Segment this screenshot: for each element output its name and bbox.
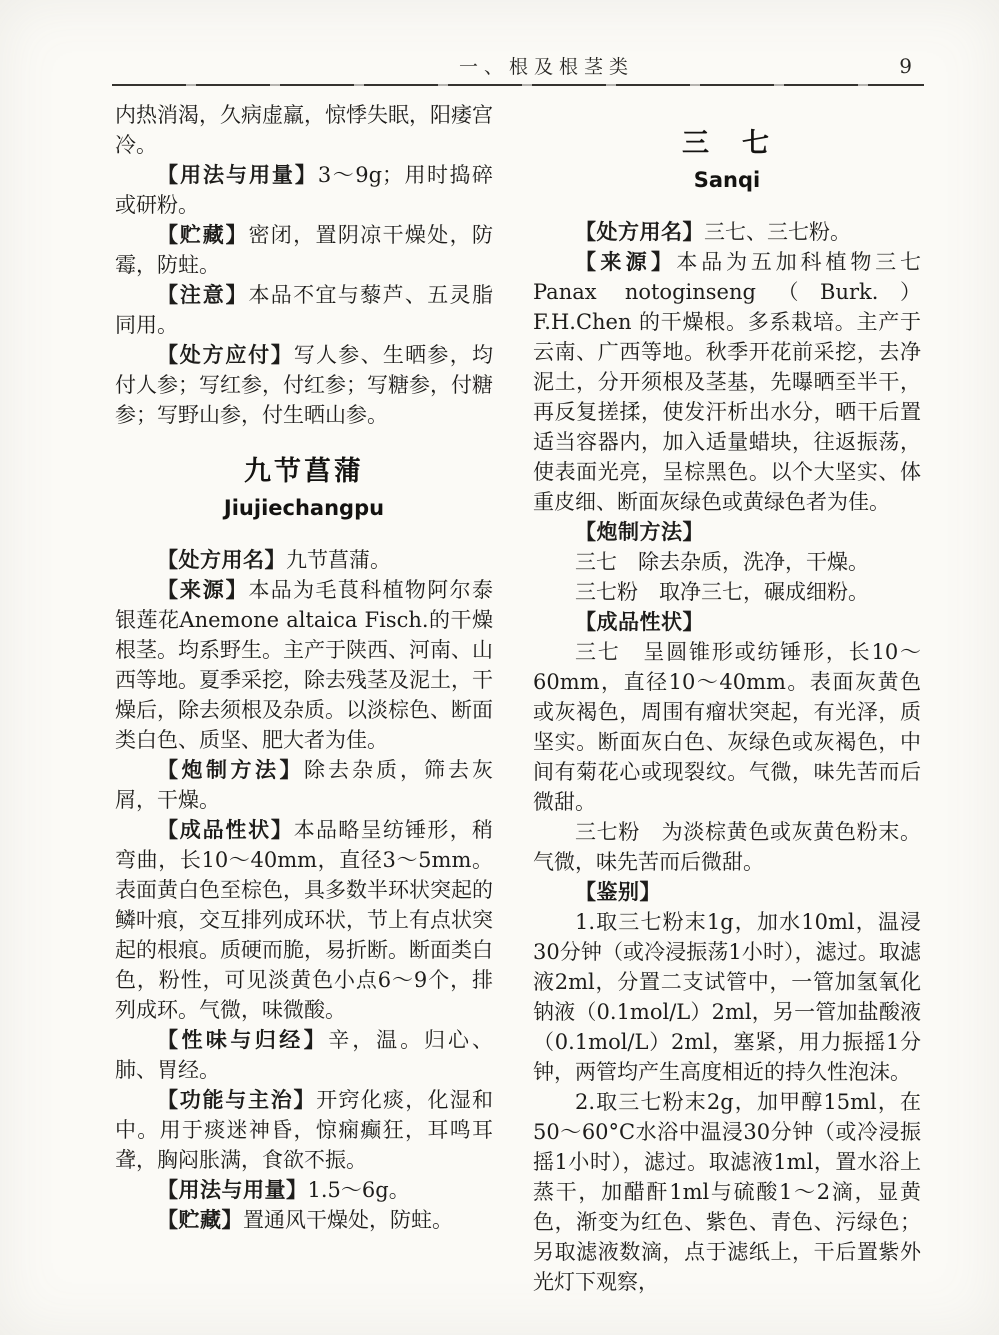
- paragraph-dispensing: [115, 340, 493, 430]
- section-label: 【炮制方法】: [157, 758, 304, 782]
- paragraph-usage-dosage: [115, 1175, 493, 1205]
- section-text: 三七 除去杂质，洗净，干燥。: [575, 550, 869, 574]
- section-text: 三七、三七粉。: [704, 220, 851, 244]
- paragraph-properties-heading: [533, 607, 921, 637]
- entry-heading-sanqi: [533, 128, 921, 193]
- section-text: 本品为五加科植物三七Panax notoginseng（Burk.）F.H.Chen 的干燥根。多系栽培。主产于云南、广西等地。秋季开花前采挖，去净泥土，分开须根及茎基，先曝晒至半干，再反复搓揉，使发汗析出水分，晒干后置适当容器内，加入适量蜡块，往返振荡，使表面光亮，呈棕黑色。以个大坚实、体重皮细、断面灰绿色或黄绿色者为佳。: [533, 250, 922, 514]
- section-label: 【用法与用量】: [157, 1178, 308, 1202]
- paragraph-properties-sanqi-powder: [533, 817, 921, 877]
- section-label: 【注意】: [157, 283, 249, 307]
- paragraph-continuation: [115, 100, 493, 160]
- section-text: 三七粉 取净三七，碾成细粉。: [575, 580, 869, 604]
- entry-title-pinyin: Jiujiechangpu: [223, 496, 385, 520]
- entry-title-pinyin: Sanqi: [693, 168, 761, 192]
- section-text: 三七 呈圆锥形或纺锤形，长10～60mm，直径10～40mm。表面灰黄色或灰褐色，周围有瘤状突起，有光泽，质坚实。断面灰白色、灰绿色或灰褐色，中间有菊花心或现裂纹。气微，味先苦而后微甜。: [533, 640, 921, 814]
- section-text: 1.取三七粉末1g，加水10ml，温浸30分钟（或冷浸振荡1小时），滤过。取滤液2ml，分置二支试管中，一管加氢氧化钠液（0.1mol/L）2ml，另一管加盐酸液（0.1mol/L）2ml，塞紧，用力振摇1分钟，两管均产生高度相近的持久性泡沫。: [533, 910, 921, 1084]
- section-text: 辛，温。归心、肺、胃经。: [115, 1028, 494, 1082]
- chapter-header: 一、根及根茎类: [458, 56, 634, 78]
- section-text: 3～9g；用时捣碎或研粉。: [115, 163, 494, 217]
- paragraph-functions: [115, 1085, 493, 1175]
- paragraph-prescription-name: [533, 217, 921, 247]
- paragraph-processing: [115, 755, 493, 815]
- paragraph-identification-test-2: [533, 1087, 921, 1297]
- section-text: 本品为毛茛科植物阿尔泰银莲花Anemone altaica Fisch.的干燥根茎。均系野生。主产于陕西、河南、山西等地。夏季采挖，除去残茎及泥土，干燥后，除去须根及杂质。以淡棕色、断面类白色、质坚、肥大者为佳。: [115, 578, 494, 752]
- paragraph-source: [533, 247, 921, 517]
- section-text: 写人参、生晒参，均付人参；写红参，付红参；写糖参，付糖参；写野山参，付生晒山参。: [115, 343, 494, 427]
- paragraph-caution: [115, 280, 493, 340]
- section-label: 【功能与主治】: [157, 1088, 317, 1112]
- entry-title-zh: 九节菖蒲: [244, 456, 364, 487]
- paragraph-identification-heading: [533, 877, 921, 907]
- left-column: [115, 100, 493, 1235]
- paragraph-properties-sanqi: [533, 637, 921, 817]
- section-label: 【来源】: [157, 578, 249, 602]
- paragraph-source: [115, 575, 493, 755]
- section-text: 除去杂质，筛去灰屑，干燥。: [115, 758, 493, 812]
- section-text: 本品不宜与藜芦、五灵脂同用。: [115, 283, 494, 337]
- paragraph-processing-heading: [533, 517, 921, 547]
- section-label: 【性味与归经】: [157, 1028, 329, 1052]
- section-text: 本品略呈纺锤形，稍弯曲，长10～40mm，直径3～5mm。表面黄白色至棕色，具多数半环状突起的鳞叶痕，交互排列成环状，节上有点状突起的根痕。质硬而脆，易折断。断面类白色，粉性，可见淡黄色小点6～9个，排列成环。气微，味微酸。: [115, 818, 494, 1022]
- paragraph-storage: [115, 220, 493, 280]
- paragraph-nature-meridian: [115, 1025, 493, 1085]
- section-label: 【贮藏】: [157, 223, 249, 247]
- section-label: 【贮藏】: [157, 1208, 243, 1232]
- page-number: 9: [899, 54, 912, 78]
- paragraph-usage-dosage: [115, 160, 493, 220]
- section-text: 开窍化痰，化湿和中。用于痰迷神昏，惊痫癫狂，耳鸣耳聋，胸闷胀满，食欲不振。: [115, 1088, 493, 1172]
- section-label: 【来源】: [575, 250, 677, 274]
- section-text: 1.5～6g。: [307, 1178, 410, 1202]
- section-label: 【炮制方法】: [575, 520, 704, 544]
- section-label: 【处方应付】: [157, 343, 294, 367]
- entry-title-zh: 三 七: [682, 128, 772, 159]
- section-text: 三七粉 为淡棕黄色或灰黄色粉末。气微，味先苦而后微甜。: [533, 820, 921, 874]
- right-column: [533, 100, 921, 1297]
- section-label: 【处方用名】: [575, 220, 704, 244]
- section-label: 【鉴别】: [575, 880, 661, 904]
- section-text: 九节菖蒲。: [286, 548, 391, 572]
- section-text: 置通风干燥处，防蛀。: [243, 1208, 453, 1232]
- section-label: 【处方用名】: [157, 548, 286, 572]
- paragraph-processing-sanqi-powder: [533, 577, 921, 607]
- paragraph-identification-test-1: [533, 907, 921, 1087]
- entry-heading-jiujiechangpu: [115, 456, 493, 521]
- paragraph-properties: [115, 815, 493, 1025]
- header-rule: [112, 84, 924, 86]
- section-text: 内热消渴，久病虚羸，惊悸失眠，阳痿宫冷。: [115, 103, 493, 157]
- section-text: 2.取三七粉末2g，加甲醇15ml，在50～60°C水浴中温浸30分钟（或冷浸振摇1小时），滤过。取滤液1ml，置水浴上蒸干，加醋酐1ml与硫酸1～2滴，显黄色，渐变为红色、紫色、青色、污绿色；另取滤液数滴，点于滤纸上，干后置紫外光灯下观察，: [533, 1090, 921, 1294]
- paragraph-prescription-name: [115, 545, 493, 575]
- section-label: 【用法与用量】: [157, 163, 318, 187]
- section-text: 密闭，置阴凉干燥处，防霉，防蛀。: [115, 223, 494, 277]
- section-label: 【成品性状】: [157, 818, 294, 842]
- section-label: 【成品性状】: [575, 610, 704, 634]
- paragraph-storage: [115, 1205, 493, 1235]
- paragraph-processing-sanqi: [533, 547, 921, 577]
